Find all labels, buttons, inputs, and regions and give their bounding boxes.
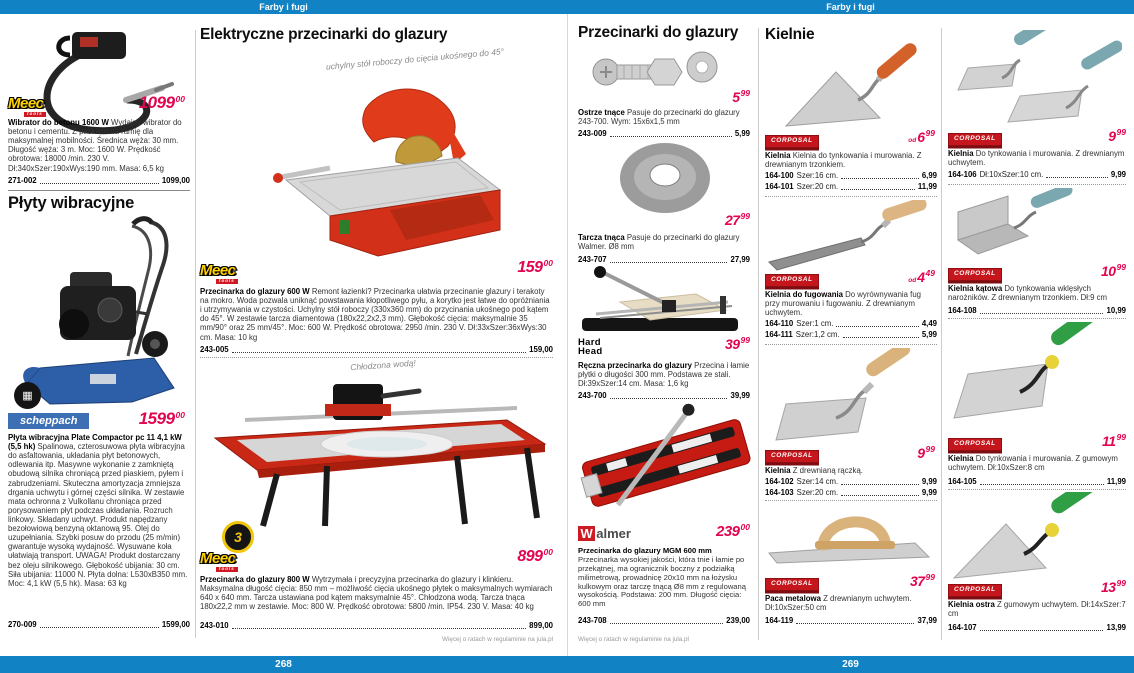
- price: $5^{99}$: [732, 88, 750, 105]
- product-name: Tarcza tnąca: [578, 233, 625, 242]
- art-code: 271-002: [8, 176, 37, 185]
- art-row: [948, 477, 1126, 487]
- price: $9^{99}$: [917, 444, 935, 461]
- product-description: Ostrze tnące Pasuje do przecinarki do glazury 243-700. Wym: 15x6x1,5 mm: [578, 108, 740, 127]
- leader-dots: [610, 262, 728, 263]
- product-description: Kielnia Do tynkowania i murowania. Z gumowym uchwytem. Dł:10xSzer:8 cm: [948, 454, 1118, 473]
- product-name: Kielnia ostra: [948, 600, 995, 609]
- product-name: Ostrze tnące: [578, 108, 625, 117]
- corposal-logo: CORPOSAL: [765, 135, 819, 148]
- art-price: 239,00: [726, 616, 750, 625]
- art-row: [200, 345, 553, 355]
- leader-dots: [1046, 177, 1107, 178]
- product-image-cutting-wheel: [612, 140, 718, 221]
- product-name: Kielnia: [765, 466, 791, 475]
- section-title: Przecinarki do glazury: [578, 24, 739, 41]
- product-description: Kielnia do fugowania Do wyrównywania fug przy murowaniu i fugowaniu. Z drewnianym uchwytem.: [765, 290, 921, 318]
- art-row: [8, 176, 190, 186]
- page-number-right: 269: [842, 659, 859, 670]
- corposal-logo: CORPOSAL: [948, 133, 1002, 146]
- product-name: Przecinarka do glazury 800 W: [200, 575, 310, 584]
- product-name: Kielnia: [765, 151, 791, 160]
- price: $39^{99}$: [724, 335, 750, 352]
- art-price: 899,00: [529, 621, 553, 630]
- art-price: 5,99: [921, 330, 937, 339]
- meec-logo-text: Meec: [8, 95, 44, 112]
- walmer-logo: W almer: [578, 527, 631, 540]
- corposal-logo: CORPOSAL: [948, 584, 1002, 597]
- product-description: Przecinarka do glazury 800 W Wytrzymała i precyzyjna przecinarka do glazury i klinkieru. Maksymalna długość cięcia: 850 mm – możliwość cięcia ukośnego płytek o maksymalnych wymiarach 640 x 640 mm. Tarcza ustawiana pod kątem maksymalnie 45°. Chłodzona wodą. Tarcza tnąca 180x22,2 mm w zestawie. Moc: 800 W. Prędkość obrotowa: 5800 /min. IP54. 230 V. Masa: 40 kg: [200, 575, 553, 612]
- art-row: [948, 623, 1126, 633]
- warranty-badge: 3: [222, 521, 254, 553]
- product-image-manual-tile-cutter: [578, 266, 744, 343]
- price: $11^{99}$: [1101, 432, 1126, 449]
- product-separator: [948, 184, 1126, 185]
- art-size: Szer:20 cm.: [796, 488, 839, 497]
- leader-dots: [980, 313, 1104, 314]
- product-image-trowel-green-square: [950, 322, 1110, 439]
- art-row: [765, 330, 937, 340]
- handwritten-note: Chłodzona wodą!: [349, 357, 417, 373]
- product-description: Paca metalowa Z drewnianym uchwytem. Dł:10xSzer:50 cm: [765, 594, 912, 613]
- calendar-icon: ▦: [22, 390, 33, 402]
- art-price: 9,99: [921, 488, 937, 497]
- leader-dots: [796, 623, 914, 624]
- art-price: 11,99: [917, 182, 937, 191]
- price: $od6^{99}$: [908, 128, 935, 145]
- product-separator: [948, 318, 1126, 319]
- section-divider: [8, 190, 190, 191]
- art-price: 159,00: [529, 345, 553, 354]
- art-code: 243-010: [200, 621, 229, 630]
- corposal-logo: CORPOSAL: [765, 274, 819, 287]
- category-label-left: Farby i fugi: [259, 2, 308, 12]
- leader-dots: [843, 337, 919, 338]
- section-title: Kielnie: [765, 26, 815, 43]
- product-image-metal-float: [765, 503, 935, 578]
- product-description: Przecinarka do glazury MGM 600 mm Przecinarka wysokiej jakości, która tnie i łamie po przekątnej, ma ogranicznik boczny z podziałką milimetrową, prowadnicę 20x10 mm na łożysku kulkowym oraz tarczę tnącą Ø8 mm z regulowaną wysokością. Podstawa: 200 mm. Długość cięcia: 600 mm: [578, 546, 746, 609]
- art-code: 164-102: [765, 477, 794, 486]
- seasonal-product-badge: [14, 382, 41, 409]
- price: 1599$^{00}$: [138, 409, 185, 428]
- product-name: Wibrator do betonu 1600 W: [8, 118, 109, 127]
- meec-logo: [200, 263, 238, 284]
- leader-dots: [40, 183, 159, 184]
- art-price: 11,99: [1106, 477, 1126, 486]
- column-divider: [758, 28, 759, 640]
- art-price: 5,99: [734, 129, 750, 138]
- column-divider: [941, 28, 942, 640]
- hardhead-logo: Hard Head: [578, 337, 603, 357]
- product-separator: [200, 357, 553, 358]
- product-description: Kielnia kątowa Do tynkowania wklęsłych narożników. Z drewnianym trzonkiem. Dł:9 cm: [948, 284, 1108, 303]
- art-code: 164-100: [765, 171, 794, 180]
- art-row: [948, 306, 1126, 316]
- product-description: Płyta wibracyjna Plate Compactor pc 11 4,1 kW (5,5 hk) Spalinowa, czterosuwowa płyta wibracyjna do asfaltowania, układania płyt betonowych, odlewania itp. Masywne wykonanie z zamkniętą obudową silnika chroniącą przed piaskiem, pyłem i zabrudzeniami. Skuteczna amortyzacja zmniejsza drgania uchwytu i górnej części silnika. W zestawie mata ochronna z Vulkollanu chroniąca przed porysowaniem płyt podczas układania. Rozruch linkowy. Składany uchwyt. Produkt napędzany bezołowiową benzyną oktanową 95. Olej do uzupełniania. Szybki posuw do przodu (25 m/min) gwarantuje wysoką wydajność. Wysuwane koła ułatwiają transport. UWAGA! Produkt dostarczany bez oleju silnikowego. Głębokość ubijania: 30 cm. Siła ubijania: 11000 N. Płyta dolna: L530xB350 mm. Moc: 4,1 kW (5,5 hk). Masa: 63 kg: [8, 433, 188, 588]
- art-size: Szer:16 cm.: [796, 171, 839, 180]
- art-row: [765, 182, 937, 192]
- leader-dots: [841, 189, 915, 190]
- meec-logo-subtext: tools: [216, 279, 238, 284]
- leader-dots: [40, 627, 159, 628]
- leader-dots: [841, 178, 919, 179]
- art-code: 243-009: [578, 129, 607, 138]
- product-description: Kielnia Do tynkowania i murowania. Z drewnianym uchwytem.: [948, 149, 1125, 168]
- product-separator: [765, 344, 937, 345]
- finance-finerprint: Więcej o ratach w regulaminie na jula.pl: [442, 636, 553, 643]
- leader-dots: [232, 628, 527, 629]
- leader-dots: [232, 352, 527, 353]
- meec-logo: [200, 551, 238, 572]
- price: $27^{99}$: [724, 211, 750, 228]
- page-gutter: [567, 14, 568, 656]
- product-image-tile-cutter-600w: [268, 78, 510, 269]
- art-price: 9,99: [1110, 170, 1126, 179]
- product-description: Wibrator do betonu 1600 W Wydajny wibrator do betonu i cementu. Z paskiem na ramię dla maksymalnej mobilności. Średnica węża: 30 mm. Długość węża: 3 m. Moc: 1600 W. Prędkość obrotowa: 18000 /min. 230 V. Dł:340xSzer:190xWys:190 mm. Masa: 6,5 kg: [8, 118, 182, 173]
- price: 1099$^{00}$: [138, 93, 185, 112]
- product-image-trowel-wooden: [770, 348, 926, 453]
- meec-logo-text: Meec: [200, 550, 236, 567]
- leader-dots: [610, 398, 728, 399]
- product-description: Kielnia ostra Z gumowym uchwytem. Dł:14xSzer:7 cm: [948, 600, 1126, 619]
- leader-dots: [841, 484, 919, 485]
- art-row: [765, 171, 937, 181]
- product-image-trowels-blue-pair: [950, 30, 1122, 135]
- art-price: 39,99: [730, 391, 750, 400]
- art-row: [765, 616, 937, 626]
- art-code: 164-119: [765, 616, 794, 625]
- product-image-trowel-orange: [778, 42, 930, 137]
- art-price: 1599,00: [161, 620, 190, 629]
- product-name: Przecinarka do glazury 600 W: [200, 287, 310, 296]
- leader-dots: [610, 136, 732, 137]
- product-description: Kielnia Kielnia do tynkowania i murowania. Z drewnianym trzonkiem.: [765, 151, 922, 170]
- column-divider: [195, 30, 196, 638]
- art-row: [765, 477, 937, 487]
- art-code: 164-111: [765, 330, 793, 339]
- art-code: 243-707: [578, 255, 607, 264]
- art-code: 164-108: [948, 306, 977, 315]
- leader-dots: [836, 326, 918, 327]
- art-size: Szer:14 cm.: [796, 477, 839, 486]
- leader-dots: [980, 484, 1104, 485]
- corposal-logo: CORPOSAL: [765, 578, 819, 591]
- art-price: 37,99: [917, 616, 937, 625]
- corposal-logo: CORPOSAL: [948, 268, 1002, 281]
- art-size: Szer:1 cm.: [796, 319, 834, 328]
- art-price: 9,99: [921, 477, 937, 486]
- art-code: 243-005: [200, 345, 229, 354]
- art-row: [8, 620, 190, 630]
- product-description: Przecinarka do glazury 600 W Remont łazienki? Przecinarka ułatwia przecinanie glazury i terakoty na mokro. Woda pozwala uniknąć powstawania kłopotliwego pyłu, a korytko jest łatwe do opróżniania i utrzymywania w czystości. Uchylny stół roboczy (330x360 mm) do przycinania ukośnego pod kątem do 45°. W zestawie tarcza diamentowa (180x22,2x2,3 mm). Głębokość cięcia: maksymalnie 35 mm/90° oraz 25 mm/45°. Moc: 600 W. Prędkość obrotowa: 2950 /min. 230 V. Dł:33xSzer:36xWys:30 cm. Masa: 10 kg: [200, 287, 550, 342]
- price: $37^{99}$: [909, 572, 935, 589]
- product-image-trowel-green-pointed: [950, 492, 1110, 593]
- product-name: Paca metalowa: [765, 594, 821, 603]
- section-title: Płyty wibracyjne: [8, 194, 135, 212]
- scheppach-logo: scheppach: [8, 413, 89, 429]
- art-row: [578, 255, 750, 265]
- art-row: [200, 621, 553, 631]
- handwritten-note: uchylny stół roboczy do cięcia ukośnego do 45°: [325, 46, 505, 72]
- product-name: Kielnia: [948, 149, 974, 158]
- section-title: Elektryczne przecinarki do glazury: [200, 26, 448, 43]
- product-name: Przecinarka do glazury MGM 600 mm: [578, 546, 712, 555]
- art-code: 270-009: [8, 620, 37, 629]
- price: $13^{99}$: [1100, 578, 1126, 595]
- art-code: 164-107: [948, 623, 977, 632]
- product-description: Kielnia Z drewnianą rączką.: [765, 466, 863, 475]
- meec-logo-subtext: tools: [216, 567, 238, 572]
- art-row: [578, 616, 750, 626]
- product-description: Tarcza tnąca Pasuje do przecinarki do glazury Walmer. Ø8 mm: [578, 233, 740, 252]
- art-price: 13,99: [1106, 623, 1126, 632]
- art-row: [578, 391, 750, 401]
- product-name: Kielnia kątowa: [948, 284, 1003, 293]
- product-image-jointing-trowel: [765, 200, 931, 277]
- art-price: 27,99: [730, 255, 750, 264]
- price: $9^{99}$: [1108, 127, 1126, 144]
- product-name: Kielnia: [948, 454, 974, 463]
- page-number-left: 268: [275, 659, 292, 670]
- art-row: [765, 488, 937, 498]
- meec-logo: [8, 96, 46, 117]
- corposal-logo: CORPOSAL: [948, 438, 1002, 451]
- price: $159^{00}$: [517, 258, 553, 276]
- product-description: Ręczna przecinarka do glazury Przecina i łamie płytki o długości 300 mm. Podstawa ze stali. Dł:39xSzer:14 cm. Masa: 1,6 kg: [578, 361, 750, 389]
- price: $239^{00}$: [716, 522, 750, 540]
- art-code: 243-700: [578, 391, 607, 400]
- art-code: 164-103: [765, 488, 794, 497]
- art-code: 164-110: [765, 319, 794, 328]
- art-price: 6,99: [921, 171, 937, 180]
- art-row: [948, 170, 1126, 180]
- finance-finerprint: Więcej o ratach w regulaminie na jula.pl: [578, 636, 689, 643]
- art-size: Szer:20 cm.: [796, 182, 839, 191]
- art-row: [765, 319, 937, 329]
- leader-dots: [841, 495, 919, 496]
- meec-logo-text: Meec: [200, 262, 236, 279]
- price: $899^{00}$: [517, 547, 553, 565]
- product-image-tile-cutter-800w: [205, 376, 553, 533]
- product-separator: [765, 500, 937, 501]
- art-code: 164-106: [948, 170, 977, 179]
- price: $10^{99}$: [1100, 262, 1126, 279]
- art-code: 164-105: [948, 477, 977, 486]
- art-size: Dł:10xSzer:10 cm.: [979, 170, 1044, 179]
- meec-logo-subtext: tools: [24, 112, 46, 117]
- product-image-corner-trowel: [950, 188, 1082, 273]
- art-row: [578, 129, 750, 139]
- art-price: 10,99: [1106, 306, 1126, 315]
- product-name: Ręczna przecinarka do glazury: [578, 361, 692, 370]
- category-label-right: Farby i fugi: [826, 2, 875, 12]
- art-size: Szer:1,2 cm.: [795, 330, 840, 339]
- product-image-walmer-tile-cutter: [578, 402, 754, 527]
- leader-dots: [610, 623, 724, 624]
- corposal-logo: CORPOSAL: [765, 450, 819, 463]
- art-code: 243-708: [578, 616, 607, 625]
- product-separator: [765, 196, 937, 197]
- product-name: Kielnia do fugowania: [765, 290, 843, 299]
- art-price: 1099,00: [161, 176, 190, 185]
- price: $od4^{49}$: [908, 268, 935, 285]
- product-name: Płyta wibracyjna Plate Compactor pc 11 4,1 kW (5,5 hk): [8, 433, 182, 452]
- art-price: 4,49: [921, 319, 937, 328]
- product-separator: [948, 489, 1126, 490]
- leader-dots: [980, 630, 1104, 631]
- art-code: 164-101: [765, 182, 794, 191]
